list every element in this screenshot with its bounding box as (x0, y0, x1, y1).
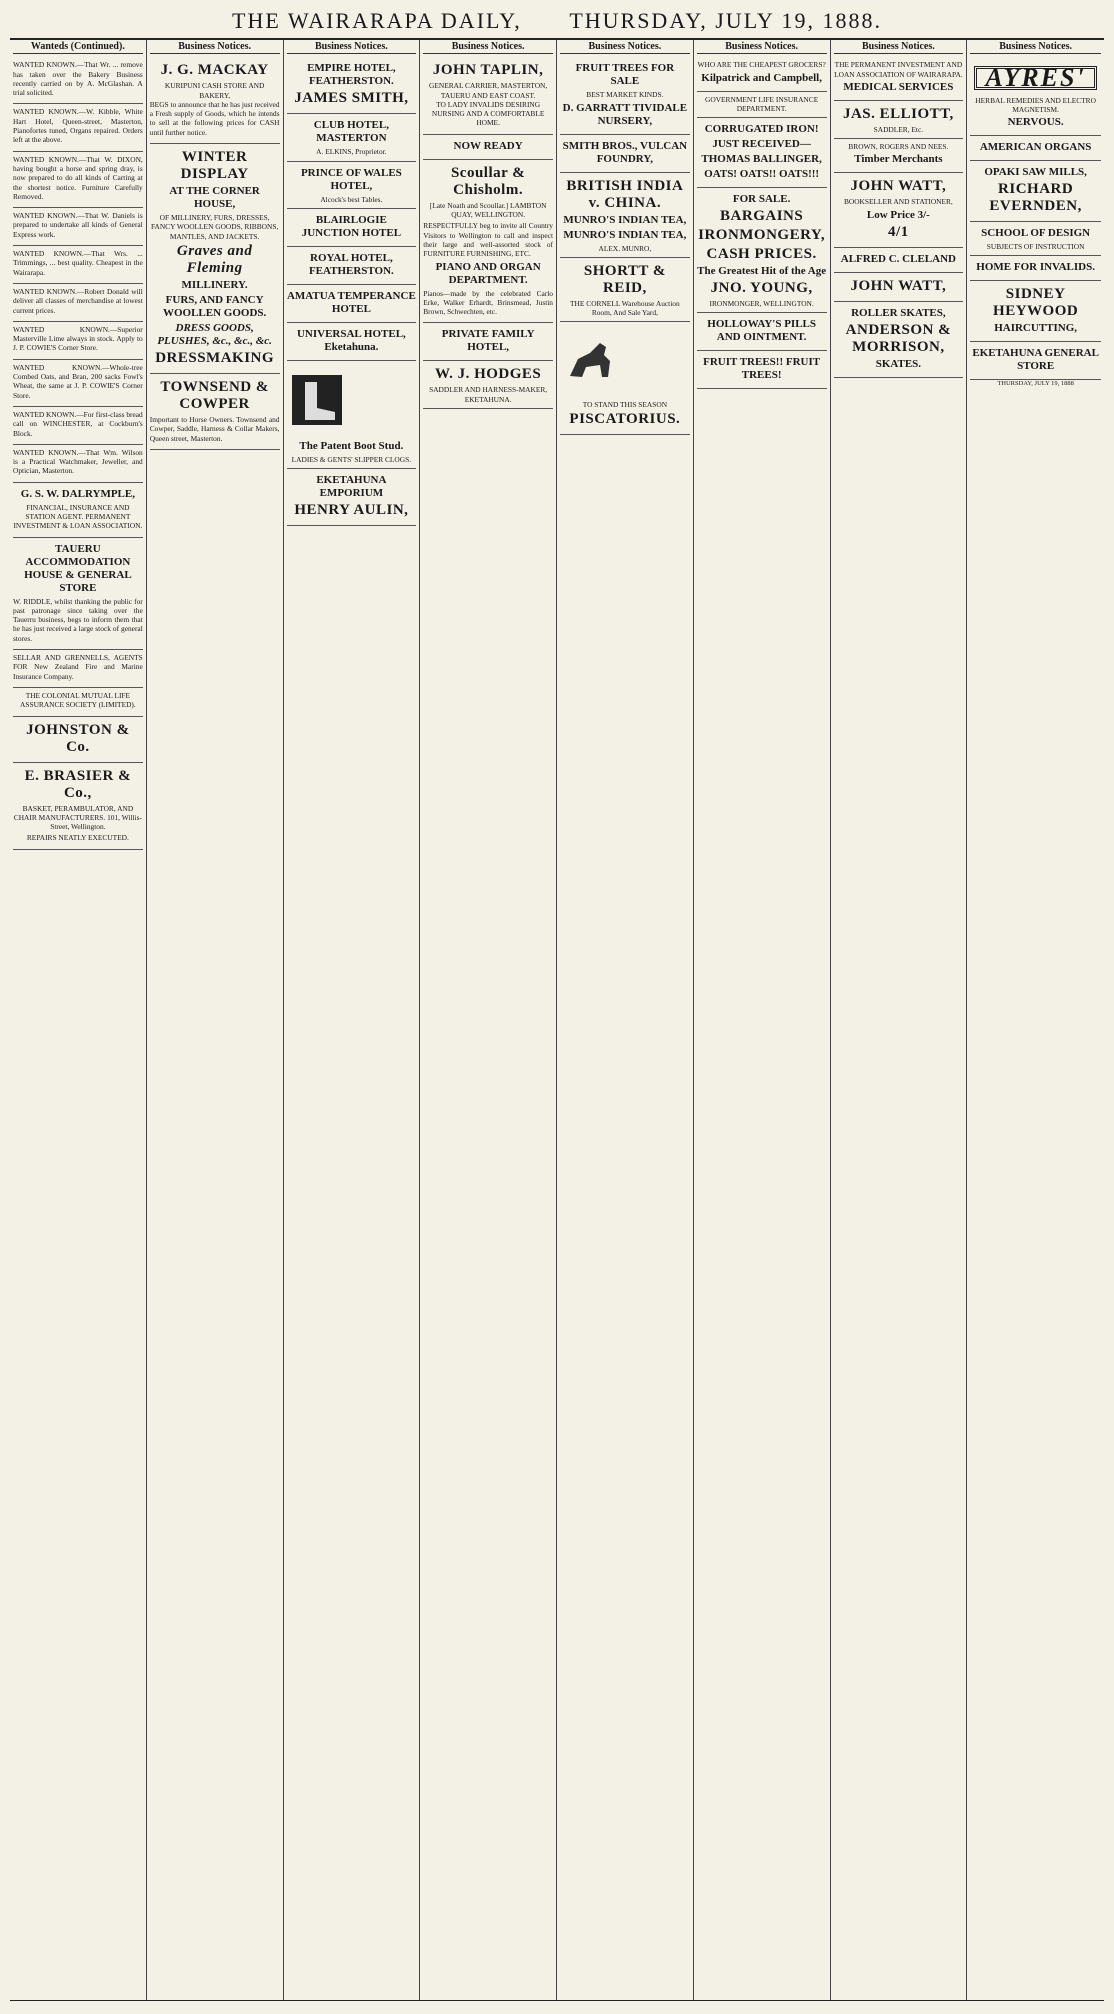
column-1 (10, 40, 147, 2000)
column-heading: Business Notices. (697, 42, 827, 54)
ayres-ad: AYRES' HERBAL REMEDIES AND ELECTRO MAGNETISM. NERVOUS. (970, 57, 1101, 136)
corrugated-iron-ad: CORRUGATED IRON! JUST RECEIVED— THOMAS BALLINGER, OATS! OATS!! OATS!!! (697, 118, 827, 188)
column-3 (284, 40, 421, 2000)
column-heading: Business Notices. (287, 42, 417, 54)
column-heading: Business Notices. (970, 42, 1101, 54)
townsend-ad: TOWNSEND & COWPER Important to Horse Owners. Townsend and Cowper, Saddle, Harness & Collar Makers, Queen street, Masterton. (150, 374, 280, 450)
indian-tea-ad: BRITISH INDIA v. CHINA. MUNRO'S INDIAN TEA, MUNRO'S INDIAN TEA, ALEX. MUNRO, (560, 173, 690, 258)
cleland-ad: ALFRED C. CLELAND (834, 248, 964, 273)
eketahuna-store-ad: EKETAHUNA GENERAL STORE (970, 342, 1101, 380)
masthead (10, 6, 1104, 40)
column-heading: Business Notices. (150, 42, 280, 54)
blairlogie-ad: BLAIRLOGIE JUNCTION HOTEL (287, 209, 417, 247)
brasier-ad: E. BRASIER & Co., BASKET, PERAMBULATOR, AND CHAIR MANUFACTURERS. 101, Willis-Street, Wellington. REPAIRS NEATLY EXECUTED. (13, 763, 143, 850)
universal-hotel-ad: UNIVERSAL HOTEL, Eketahuna. (287, 323, 417, 361)
wanted-ad: WANTED KNOWN.—Robert Donald will deliver all classes of merchandise at lowest current prices. (13, 284, 143, 322)
taplin-ad: JOHN TAPLIN, GENERAL CARRIER, MASTERTON, TAUERU AND EAST COAST. TO LADY INVALIDS DESIRING NURSING AND A COMFORTABLE HOME. (423, 57, 553, 134)
holloway-ad: HOLLOWAY'S PILLS AND OINTMENT. (697, 313, 827, 351)
prince-of-wales-ad: PRINCE OF WALES HOTEL, Alcock's best Tables. (287, 162, 417, 209)
ayres-logo: AYRES' (974, 66, 1098, 89)
kilpatrick-ad: WHO ARE THE CHEAPEST GROCERS? Kilpatrick and Campbell, (697, 57, 827, 91)
private-hotel-ad: PRIVATE FAMILY HOTEL, (423, 323, 553, 361)
column-2 (147, 40, 284, 2000)
mackay-ad: J. G. MACKAY KURIPUNI CASH STORE AND BAKERY, BEGS to announce that he has just received a Fresh supply of Goods, which he intends to sell at the following prices for CASH until further notice. (150, 57, 280, 144)
insurance-ad: SELLAR AND GRENNELLS, AGENTS FOR New Zealand Fire and Marine Insurance Company. (13, 650, 143, 688)
for-sale-ad: FOR SALE. BARGAINS IRONMONGERY, CASH PRICES. The Greatest Hit of the Age JNO. YOUNG, IRONMONGER, WELLINGTON. (697, 188, 827, 313)
wanted-ad: WANTED KNOWN.—That Wrs. ... Trimmings, ... best quality. Cheapest in the Wairarapa. (13, 246, 143, 284)
dalrymple-name: G. S. W. DALRYMPLE, (20, 487, 135, 500)
elliott-ad: JAS. ELLIOTT, SADDLER, Etc. (834, 101, 964, 139)
horse-illustration (560, 331, 620, 391)
johnston-ad: JOHNSTON & Co. (13, 717, 143, 763)
empire-hotel-ad: EMPIRE HOTEL, FEATHERSTON. JAMES SMITH, (287, 57, 417, 114)
footer-date: THURSDAY, JULY 19, 1888 (997, 380, 1074, 388)
wanted-ad: WANTED KNOWN.—Superior Masterville Lime always in stock. Apply to J. P. COWIE'S Corner Store. (13, 322, 143, 360)
boot-stud-ad: The Patent Boot Stud. LADIES & GENTS' SLIPPER CLOGS. (287, 361, 417, 470)
column-8 (967, 40, 1104, 2000)
dalrymple-ad: G. S. W. DALRYMPLE, FINANCIAL, INSURANCE AND STATION AGENT. PERMANENT INVESTMENT & LOAN ASSOCIATION. (13, 483, 143, 538)
eketahuna-emporium-ad: EKETAHUNA EMPORIUM HENRY AULIN, (287, 469, 417, 526)
brown-rogers-ad: BROWN, ROGERS AND NEES. Timber Merchants (834, 139, 964, 173)
wanted-ad: WANTED KNOWN.—That Wm. Wilson is a Practical Watchmaker, Jeweller, and Optician, Masterton. (13, 445, 143, 483)
wanted-ad: WANTED KNOWN.—W. Kibble, White Hart Hotel, Queen-street, Masterton, Pianofortes tuned, Organs repaired. Orders left at the above. (13, 104, 143, 151)
colonial-ad: THE COLONIAL MUTUAL LIFE ASSURANCE SOCIETY (LIMITED). (13, 688, 143, 717)
john-watt-2-ad: JOHN WATT, (834, 273, 964, 302)
column-5 (557, 40, 694, 2000)
roller-skates-ad: ROLLER SKATES, ANDERSON & MORRISON, SKATES. (834, 302, 964, 378)
column-grid (10, 40, 1104, 2001)
fruit-trees-ad: FRUIT TREES FOR SALE BEST MARKET KINDS. D. GARRATT TIVIDALE NURSERY, (560, 57, 690, 134)
smith-bros-ad: SMITH BROS., VULCAN FOUNDRY, (560, 135, 690, 173)
temperance-ad: AMATUA TEMPERANCE HOTEL (287, 285, 417, 323)
scoullar-ad: Scoullar & Chisholm. [Late Noath and Scoullar.] LAMBTON QUAY, WELLINGTON. RESPECTFULLY beg to invite all Country Visitors to Wellington to call and inspect their large and well-assorted stock of FURNITURE FURNISHING, ETC. PIANO AND ORGAN DEPARTMENT. Pianos—made by the celebrated Carlo Erke, Walker Erhardt, Brinsmead, Justin Brown, Schwechten, etc. (423, 160, 553, 324)
masthead-date: THURSDAY, JULY 19, 1888. (569, 8, 882, 33)
corner-house-ad: WINTER DISPLAY AT THE CORNER HOUSE, OF MILLINERY, FURS, DRESSES, FANCY WOOLLEN GOODS, RIBBONS, MANTLES, AND JACKETS. Graves and Fleming MILLINERY. FURS, AND FANCY WOOLLEN GOODS. DRESS GOODS, PLUSHES, &c., &c., &c. DRESSMAKING (150, 144, 280, 374)
hodges-ad: W. J. HODGES SADDLER AND HARNESS-MAKER, EKETAHUNA. (423, 361, 553, 409)
wanted-ad: WANTED KNOWN.—That W. Daniels is prepared to undertake all kinds of General Express work. (13, 208, 143, 246)
gov-life-ad: GOVERNMENT LIFE INSURANCE DEPARTMENT. (697, 92, 827, 119)
piscatorius-ad: TO STAND THIS SEASON PISCATORIUS. (560, 322, 690, 435)
column-heading: Wanteds (Continued). (13, 42, 143, 54)
wanted-ad: WANTED KNOWN.—That W. DIXON, having bought a horse and spring dray, is now prepared to do all kinds of Carting at the shortest notice. Furniture Carefully Removed. (13, 152, 143, 208)
column-4 (420, 40, 557, 2000)
wanted-ad: WANTED KNOWN.—For first-class bread call on WINCHESTER, at Cockburn's Block. (13, 407, 143, 445)
wanted-ad: WANTED KNOWN.—Whole-tree Combed Oats, and Bran, 200 sacks Fowl's Wheat, the same at J. P. COWIE'S Corner Store. (13, 360, 143, 407)
now-ready-ad: NOW READY (423, 135, 553, 160)
column-heading: Business Notices. (834, 42, 964, 54)
school-design-ad: SCHOOL OF DESIGN SUBJECTS OF INSTRUCTION (970, 222, 1101, 256)
tauru-ad: TAUERU ACCOMMODATION HOUSE & GENERAL STORE W. RIDDLE, whilst thanking the public for past patronage since taking over the Tauerru business, begs to inform them that he has just received a large stock of general stores. (13, 538, 143, 650)
column-heading: Business Notices. (423, 42, 553, 54)
column-heading: Business Notices. (560, 42, 690, 54)
column-7 (831, 40, 968, 2000)
american-organs-ad: AMERICAN ORGANS (970, 136, 1101, 161)
club-hotel-ad: CLUB HOTEL, MASTERTON A. ELKINS, Proprietor. (287, 114, 417, 161)
column-6 (694, 40, 831, 2000)
heywood-ad: SIDNEY HEYWOOD HAIRCUTTING, (970, 281, 1101, 342)
royal-hotel-ad: ROYAL HOTEL, FEATHERSTON. (287, 247, 417, 285)
wanted-ad: WANTED KNOWN.—That Wr. ... remove has taken over the Bakery Business recently carried on by A. McGlashan. A trial solicited. (13, 57, 143, 104)
fruit-trees-2-ad: FRUIT TREES!! FRUIT TREES! (697, 351, 827, 389)
boot-illustration (287, 370, 347, 430)
john-watt-ad: JOHN WATT, BOOKSELLER AND STATIONER, Low Price 3/- 4/1 (834, 173, 964, 247)
permanent-investment-ad: THE PERMANENT INVESTMENT AND LOAN ASSOCIATION OF WAIRARAPA. MEDICAL SERVICES (834, 57, 964, 101)
masthead-title: THE WAIRARAPA DAILY, (232, 8, 522, 33)
opaki-ad: OPAKI SAW MILLS, RICHARD EVERNDEN, (970, 161, 1101, 222)
home-invalids-ad: HOME FOR INVALIDS. (970, 256, 1101, 281)
shortt-reid-ad: SHORTT & REID, THE CORNELL Warehouse Auction Room, And Sale Yard, (560, 258, 690, 323)
